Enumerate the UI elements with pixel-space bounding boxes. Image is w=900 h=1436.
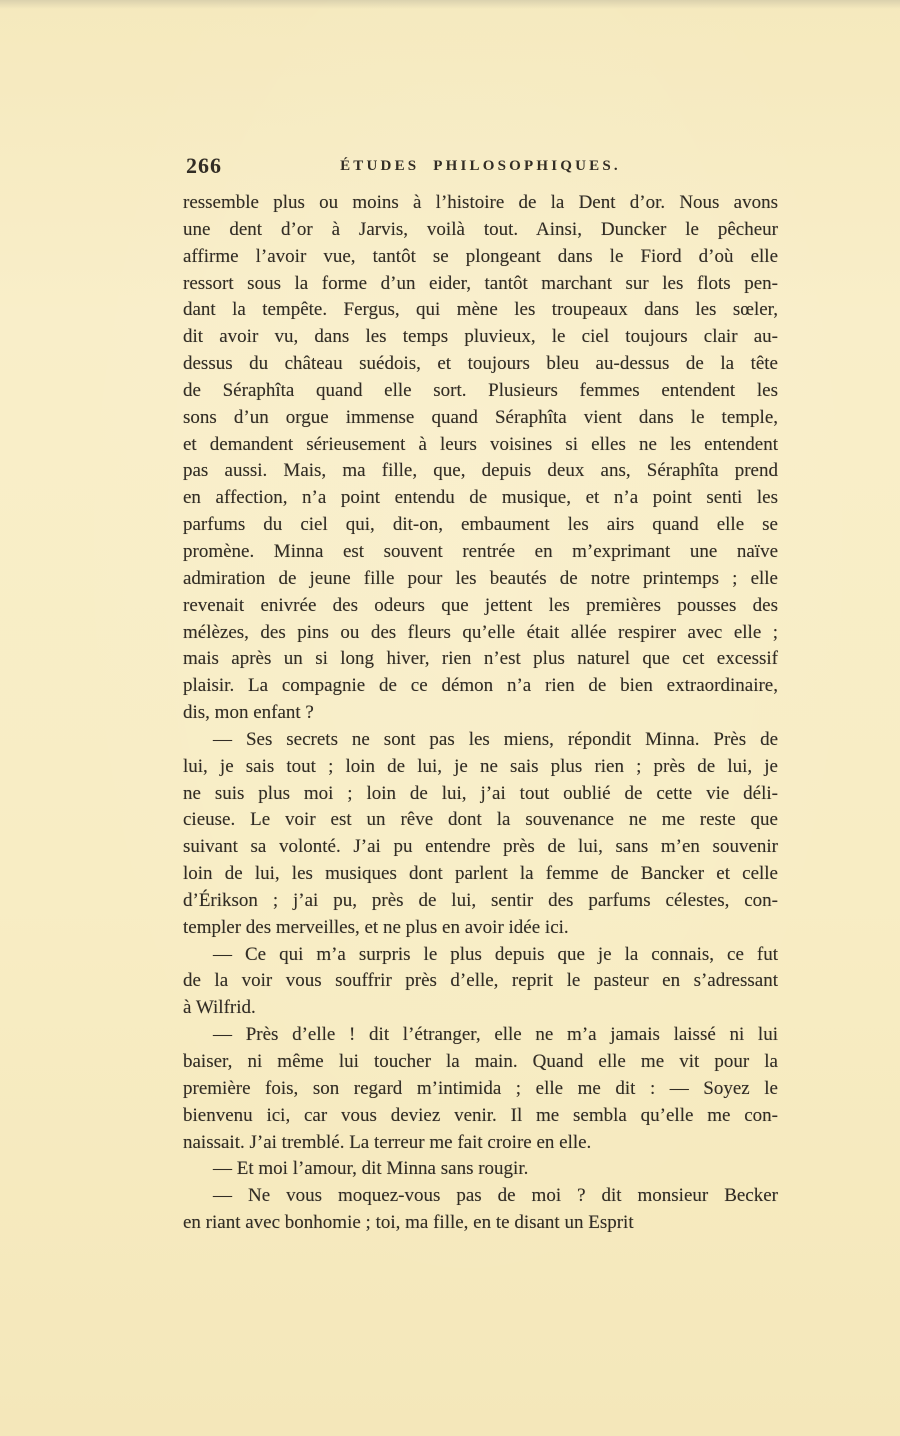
paragraph: [183, 1183, 778, 1237]
text-line: — Ses secrets ne sont pas les miens, répondit Minna. Près de: [213, 728, 778, 750]
paragraph: [183, 1022, 778, 1156]
page-header: [183, 153, 778, 181]
text-line: de Séraphîta quand elle sort. Plusieurs femmes entendent les: [183, 379, 778, 401]
text-line: admiration de jeune fille pour les beautés de notre printemps ; elle: [183, 567, 778, 589]
text-line: ressemble plus ou moins à l’histoire de la Dent d’or. Nous avons: [183, 192, 778, 213]
text-line: en riant avec bonhomie ; toi, ma fille, en te disant un Esprit: [183, 1212, 634, 1234]
text-line: loin de lui, les musiques dont parlent la femme de Bancker et celle: [183, 863, 778, 885]
text-line: dit avoir vu, dans les temps pluvieux, le ciel toujours clair au-: [183, 326, 778, 348]
text-line: lui, je sais tout ; loin de lui, je ne sais plus rien ; près de lui, je: [183, 755, 778, 777]
text-line: templer des merveilles, et ne plus en avoir idée ici.: [183, 916, 569, 938]
text-line: ressort sous la forme d’un eider, tantôt marchant sur les flots pen-: [183, 272, 778, 294]
text-line: d’Érikson ; j’ai pu, près de lui, sentir des parfums célestes, con-: [183, 889, 778, 911]
text-line: — Ce qui m’a surpris le plus depuis que je la connais, ce fut: [213, 943, 778, 965]
text-line: mélèzes, des pins ou des fleurs qu’elle était allée respirer avec elle ;: [183, 621, 778, 643]
text-line: cieuse. Le voir est un rêve dont la souvenance ne me reste que: [183, 809, 778, 831]
text-line: en affection, n’a point entendu de musique, et n’a point senti les: [183, 487, 778, 509]
text-line: — Près d’elle ! dit l’étranger, elle ne m’a jamais laissé ni lui: [213, 1024, 778, 1046]
text-line: bienvenu ici, car vous deviez venir. Il me sembla qu’elle me con-: [183, 1104, 778, 1126]
text-line: — Et moi l’amour, dit Minna sans rougir.: [213, 1158, 529, 1180]
text-line: dessus du château suédois, et toujours bleu au-dessus de la tête: [183, 353, 778, 375]
text-line: parfums du ciel qui, dit-on, embaument les airs quand elle se: [183, 514, 778, 536]
text-line: de la voir vous souffrir près d’elle, reprit le pasteur en s’adressant: [183, 970, 778, 992]
text-line: naissait. J’ai tremblé. La terreur me fait croire en elle.: [183, 1131, 592, 1153]
paragraph: [183, 942, 778, 1023]
running-title: ÉTUDES PHILOSOPHIQUES.: [340, 158, 621, 174]
text-line: pas aussi. Mais, ma fille, que, depuis deux ans, Séraphîta prend: [183, 460, 778, 482]
text-line: à Wilfrid.: [183, 997, 256, 1019]
text-line: affirme l’avoir vue, tantôt se plongeant dans le Fiord d’où elle: [183, 245, 778, 267]
text-line: revenait enivrée des odeurs que jettent les premières pousses des: [183, 594, 778, 616]
paragraph: [183, 190, 778, 727]
paragraph: [183, 727, 778, 942]
text-block: [183, 190, 778, 1237]
text-line: et demandent sérieusement à leurs voisines si elles ne les entendent: [183, 433, 778, 455]
paragraph: [183, 1156, 778, 1183]
text-line: — Ne vous moquez-vous pas de moi ? dit monsieur Becker: [213, 1185, 778, 1207]
text-line: sons d’un orgue immense quand Séraphîta vient dans le temple,: [183, 406, 778, 428]
text-line: première fois, son regard m’intimida ; elle me dit : — Soyez le: [183, 1077, 778, 1099]
text-line: plaisir. La compagnie de ce démon n’a rien de bien extraordinaire,: [183, 675, 778, 697]
text-line: dant la tempête. Fergus, qui mène les troupeaux dans les sœler,: [183, 299, 778, 321]
text-line: une dent d’or à Jarvis, voilà tout. Ainsi, Duncker le pêcheur: [183, 218, 778, 240]
text-line: promène. Minna est souvent rentrée en m’exprimant une naïve: [183, 540, 778, 562]
text-line: dis, mon enfant ?: [183, 702, 314, 724]
text-line: ne suis plus moi ; loin de lui, j’ai tout oublié de cette vie déli-: [183, 782, 778, 804]
text-line: baiser, ni même lui toucher la main. Quand elle me vit pour la: [183, 1051, 778, 1072]
text-line: suivant sa volonté. J’ai pu entendre près de lui, sans m’en souvenir: [183, 836, 778, 858]
page-number: 266: [186, 153, 222, 178]
text-line: mais après un si long hiver, rien n’est plus naturel que cet excessif: [183, 648, 778, 670]
